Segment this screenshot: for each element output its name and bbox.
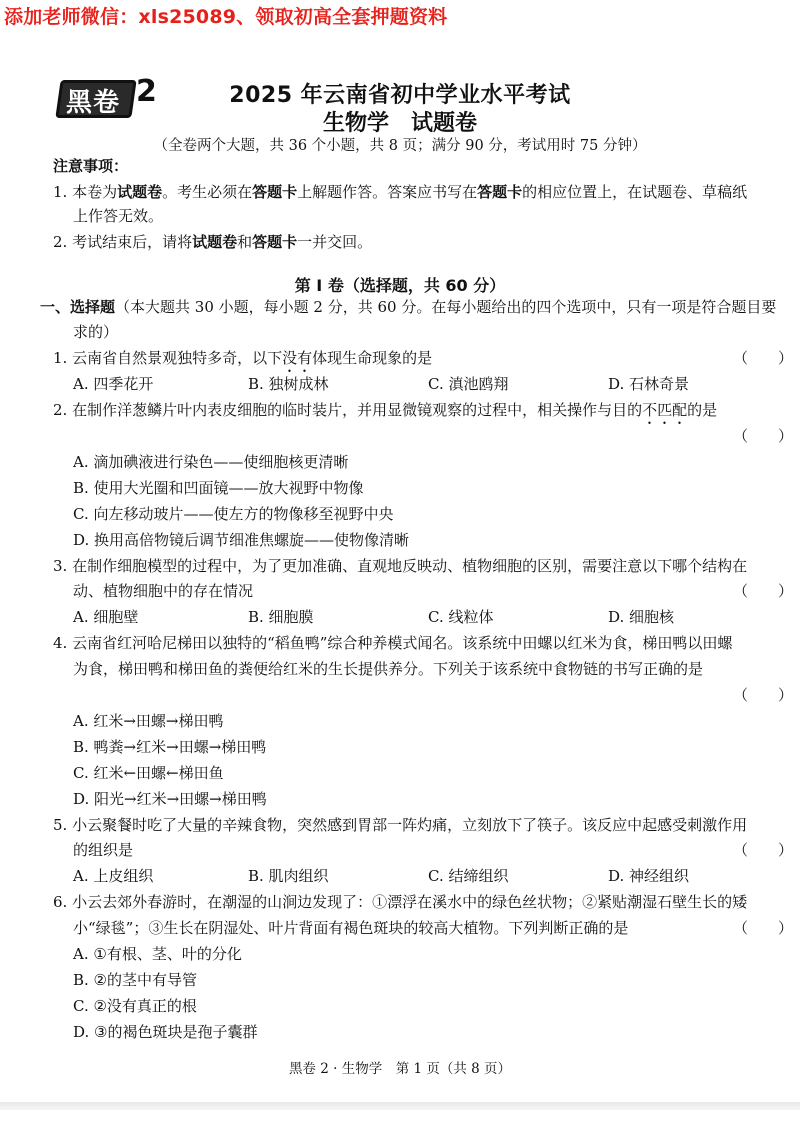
- exam-info: （全卷两个大题，共 36 个小题，共 8 页；满分 90 分，考试用时 75 分钟）: [153, 138, 647, 154]
- note-emph: 答题卡: [477, 183, 523, 201]
- question-4-stem-cont: 为食，梯田鸭和梯田鱼的粪便给红米的生长提供养分。下列关于该系统中食物链的书写正确的是: [73, 660, 704, 678]
- note-text: 和: [237, 233, 253, 251]
- option-b: B. 鸭粪→红米→田螺→梯田鸭: [73, 738, 267, 756]
- option-c: C. 红米←田螺←梯田鱼: [73, 764, 224, 782]
- answer-bracket: （ ）: [733, 582, 794, 600]
- option-a: A. 滴加碘液进行染色——使细胞核更清晰: [73, 453, 349, 471]
- exam-title: 2025 年云南省初中学业水平考试: [229, 83, 571, 108]
- watermark-text: 添加老师微信：xls25089、领取初高全套押题资料: [4, 6, 448, 28]
- note-text: 上解题作答。答案应书写在: [297, 183, 478, 201]
- stem-text: 的是: [687, 401, 718, 419]
- section-intro-label: 一、选择题: [40, 298, 116, 316]
- stem-text: 1. 云南省自然景观独特多奇，以下: [53, 349, 283, 367]
- page-footer: 黑卷 2 · 生物学 第 1 页（共 8 页）: [288, 1061, 512, 1077]
- notes-heading: 注意事项：: [53, 157, 129, 175]
- option-b: B. 使用大光圈和凹面镜——放大视野中物像: [73, 479, 364, 497]
- option-a: A. 红米→田螺→梯田鸭: [73, 712, 224, 730]
- question-3-stem: 3. 在制作细胞模型的过程中，为了更加准确、直观地反映动、植物细胞的区别，需要注意以下哪个结构在: [53, 557, 748, 575]
- question-1-stem: [53, 348, 432, 376]
- question-3-stem-cont: 动、植物细胞中的存在情况: [73, 582, 254, 600]
- answer-bracket: （ ）: [733, 919, 794, 937]
- note-text: 1. 本卷为: [53, 183, 118, 201]
- note-1: [53, 182, 747, 202]
- exam-subject: 生物学 试题卷: [322, 111, 477, 136]
- badge-number: 2: [136, 74, 157, 109]
- option-b: B. 肌肉组织: [248, 867, 329, 885]
- badge-label: 黑卷: [66, 88, 121, 118]
- option-c: C. ②没有真正的根: [73, 997, 197, 1015]
- option-d: D. 换用高倍物镜后调节细准焦螺旋——使物像清晰: [73, 531, 410, 549]
- note-2: [53, 232, 372, 252]
- note-1-cont: 上作答无效。: [73, 207, 164, 225]
- stem-text: 2. 在制作洋葱鳞片叶内表皮细胞的临时装片，并用显微镜观察的过程中，相关操作与目的: [53, 401, 643, 419]
- answer-bracket: （ ）: [733, 349, 794, 367]
- option-b: B. 细胞膜: [248, 608, 314, 626]
- note-text: 。考生必须在: [162, 183, 253, 201]
- note-emph: 答题卡: [252, 183, 298, 201]
- note-text: 的相应位置上，在试题卷、草稿纸: [522, 183, 748, 201]
- stem-emphasis: 不匹配: [642, 401, 688, 419]
- stem-text: 体现生命现象的是: [312, 349, 433, 367]
- question-6-stem-cont: 小“绿毯”；③生长在阴湿处、叶片背面有褐色斑块的较高大植物。下列判断正确的是: [73, 919, 629, 937]
- note-text: 2. 考试结束后，请将: [53, 233, 193, 251]
- answer-bracket: （ ）: [733, 686, 794, 704]
- note-emph: 答题卡: [252, 233, 298, 251]
- option-d: D. 神经组织: [608, 867, 690, 885]
- question-2-stem: [53, 400, 717, 428]
- option-d: D. 细胞核: [608, 608, 675, 626]
- section-intro-text: （本大题共 30 小题，每小题 2 分，共 60 分。在每小题给出的四个选项中，只有一项是符合题目要: [115, 298, 777, 316]
- section-title: 第 Ⅰ 卷（选择题，共 60 分）: [294, 276, 506, 295]
- option-a: A. ①有根、茎、叶的分化: [73, 945, 242, 963]
- option-a: A. 四季花开: [73, 375, 154, 393]
- option-a: A. 细胞壁: [73, 608, 139, 626]
- question-5-stem: 5. 小云聚餐时吃了大量的辛辣食物，突然感到胃部一阵灼痛，立刻放下了筷子。该反应中起感受刺激作用: [53, 816, 748, 834]
- option-d: D. ③的褐色斑块是孢子囊群: [73, 1023, 258, 1041]
- question-4-stem: 4. 云南省红河哈尼梯田以独特的“稻鱼鸭”综合种养模式闻名。该系统中田螺以红米为食，梯田鸭以田螺: [53, 634, 733, 652]
- option-d: D. 石林奇景: [608, 375, 690, 393]
- note-emph: 试题卷: [117, 183, 163, 201]
- option-c: C. 向左移动玻片——使左方的物像移至视野中央: [73, 505, 394, 523]
- stem-emphasis: 没有: [282, 349, 313, 367]
- note-emph: 试题卷: [192, 233, 238, 251]
- scan-edge: [0, 1102, 800, 1110]
- option-d: D. 阳光→红米→田螺→梯田鸭: [73, 790, 267, 808]
- option-b: B. 独树成林: [248, 375, 329, 393]
- option-c: C. 结缔组织: [428, 867, 509, 885]
- option-b: B. ②的茎中有导管: [73, 971, 198, 989]
- answer-bracket: （ ）: [733, 427, 794, 445]
- option-c: C. 线粒体: [428, 608, 494, 626]
- section-intro-cont: 求的）: [73, 323, 119, 341]
- option-a: A. 上皮组织: [73, 867, 154, 885]
- note-text: 一并交回。: [297, 233, 373, 251]
- question-6-stem: 6. 小云去郊外春游时，在潮湿的山涧边发现了：①漂浮在溪水中的绿色丝状物；②紧贴潮湿石壁生长的矮: [53, 893, 748, 911]
- section-intro: [40, 297, 776, 317]
- option-c: C. 滇池鸥翔: [428, 375, 509, 393]
- answer-bracket: （ ）: [733, 841, 794, 859]
- question-5-stem-cont: 的组织是: [73, 841, 134, 859]
